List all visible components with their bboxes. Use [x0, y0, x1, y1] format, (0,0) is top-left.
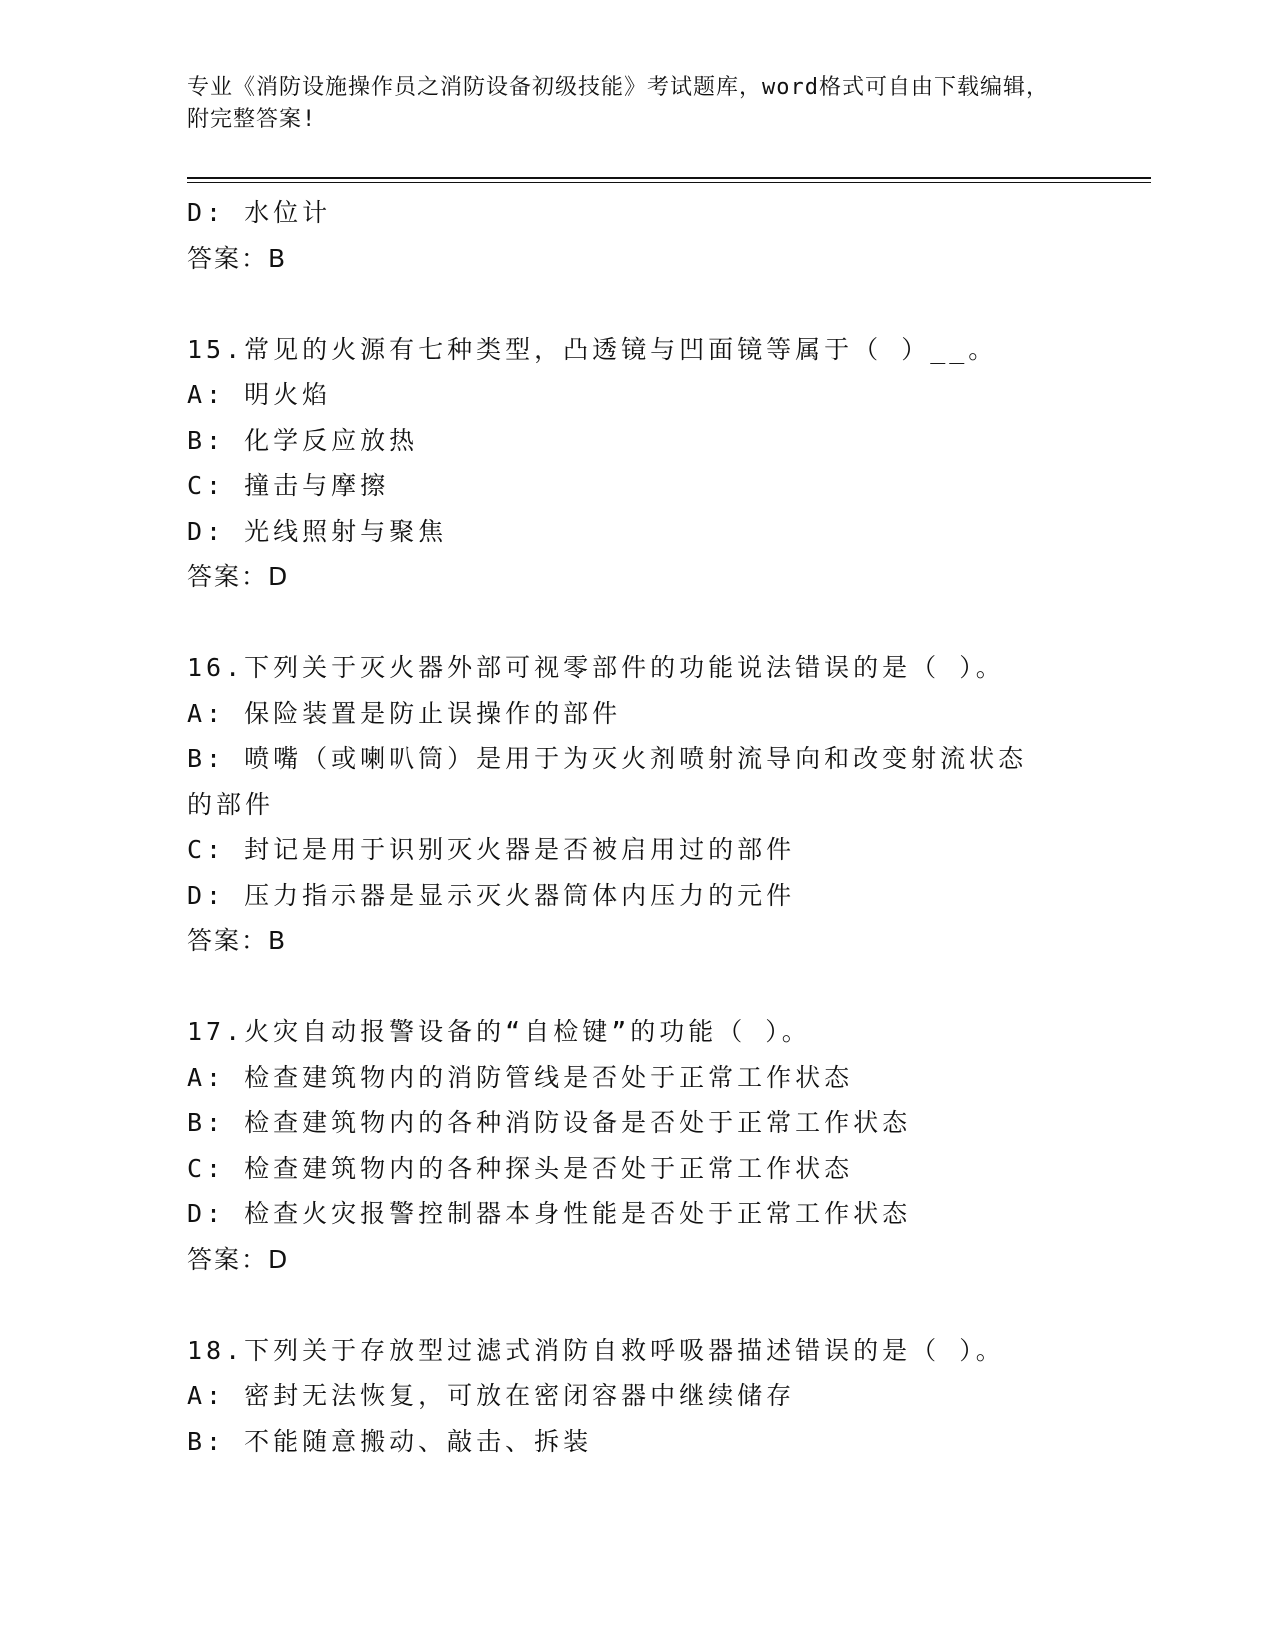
question-text: 17.火灾自动报警设备的“自检键”的功能（ ）。 [187, 1017, 811, 1046]
option-a: A: 明火焰 [187, 380, 332, 409]
option-d: D: 水位计 [187, 198, 332, 227]
question-text: 16.下列关于灭火器外部可视零部件的功能说法错误的是（ ）。 [187, 653, 1005, 682]
question-list [187, 190, 1087, 1464]
question-block-15 [187, 327, 1087, 600]
option-b: B: 不能随意搬动、敲击、拆装 [187, 1426, 593, 1456]
option-b: B: 检查建筑物内的各种消防设备是否处于正常工作状态 [187, 1108, 912, 1137]
question-block-17 [187, 1009, 1087, 1282]
option-a: A: 保险装置是防止误操作的部件 [187, 698, 622, 728]
option-a: A: 密封无法恢复，可放在密闭容器中继续储存 [187, 1381, 796, 1410]
question-block-14 [187, 190, 1087, 281]
option-b: B: 化学反应放热 [187, 425, 419, 455]
question-text: 18.下列关于存放型过滤式消防自救呼吸器描述错误的是（ ）。 [187, 1335, 1005, 1365]
option-d: D: 光线照射与聚焦 [187, 516, 448, 546]
option-a: A: 检查建筑物内的消防管线是否处于正常工作状态 [187, 1062, 854, 1092]
option-d: D: 检查火灾报警控制器本身性能是否处于正常工作状态 [187, 1199, 912, 1228]
option-d: D: 压力指示器是显示灭火器筒体内压力的元件 [187, 880, 796, 910]
answer-line: 答案：D [187, 1244, 290, 1274]
question-block-18 [187, 1328, 1087, 1465]
question-block-16 [187, 645, 1087, 964]
answer-line: 答案：B [187, 243, 288, 273]
option-c: C: 检查建筑物内的各种探头是否处于正常工作状态 [187, 1153, 854, 1183]
page-header: 专业《消防设施操作员之消防设备初级技能》考试题库，word格式可自由下载编辑，附完整答案! [187, 75, 1049, 132]
answer-line: 答案：B [187, 926, 288, 955]
header-divider-thick [187, 177, 1151, 179]
answer-line: 答案：D [187, 562, 290, 591]
question-text: 15.常见的火源有七种类型，凸透镜与凹面镜等属于（ ）__。 [187, 334, 998, 364]
option-c: C: 撞击与摩擦 [187, 471, 390, 500]
option-c: C: 封记是用于识别灭火器是否被启用过的部件 [187, 835, 796, 864]
option-b: B: 喷嘴（或喇叭筒）是用于为灭火剂喷射流导向和改变射流状态的部件 [187, 744, 1028, 819]
header-divider-thin [187, 182, 1151, 183]
